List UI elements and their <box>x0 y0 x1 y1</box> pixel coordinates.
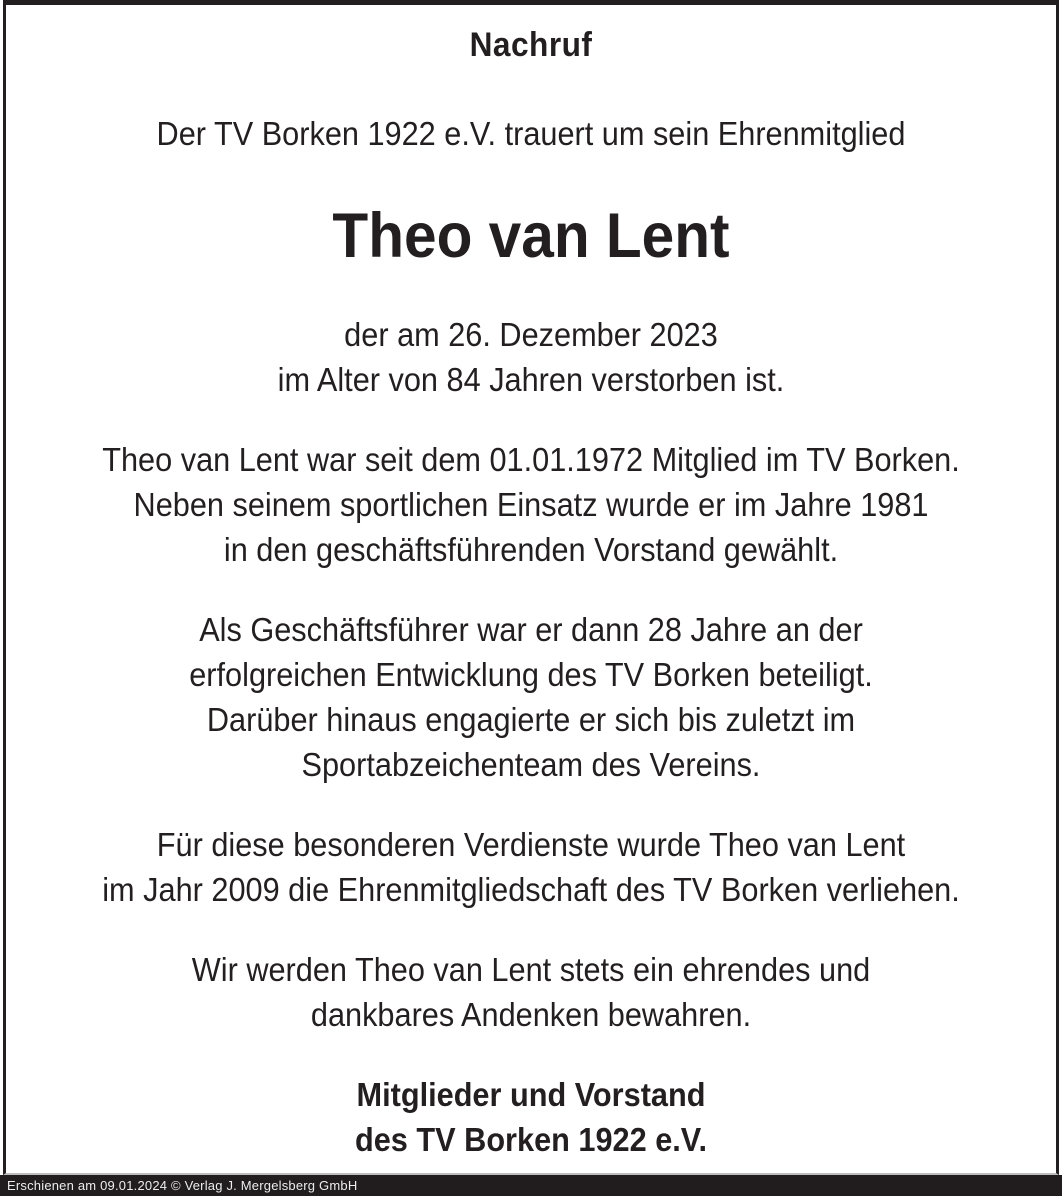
text-line: erfolgreichen Entwicklung des TV Borken beteiligt. <box>189 656 873 693</box>
signature-block <box>43 1072 1020 1162</box>
signature-line: Mitglieder und Vorstand <box>356 1076 706 1113</box>
signature-line: des TV Borken 1922 e.V. <box>354 1121 708 1158</box>
text-line: der am 26. Dezember 2023 <box>344 316 718 353</box>
intro-line: Der TV Borken 1922 e.V. trauert um sein Ehrenmitglied <box>156 115 906 152</box>
text-line: Neben seinem sportlichen Einsatz wurde er im Jahre 1981 <box>133 486 929 523</box>
text-line: im Jahr 2009 die Ehrenmitgliedschaft des TV Borken verliehen. <box>102 871 960 908</box>
text-line: im Alter von 84 Jahren verstorben ist. <box>277 361 785 398</box>
text-line: Für diese besonderen Verdienste wurde Theo van Lent <box>156 826 906 863</box>
text-line: Sportabzeichenteam des Vereins. <box>301 746 761 783</box>
paragraph-death-date <box>43 312 1020 402</box>
publisher-bar <box>0 1175 1062 1196</box>
text-line: Als Geschäftsführer war er dann 28 Jahre an der <box>199 611 863 648</box>
deceased-name: Theo van Lent <box>332 201 730 271</box>
text-line: Theo van Lent war seit dem 01.01.1972 Mitglied im TV Borken. <box>102 441 960 478</box>
text-line: Darüber hinaus engagierte er sich bis zuletzt im <box>206 701 856 738</box>
text-line: Wir werden Theo van Lent stets ein ehrendes und <box>191 951 871 988</box>
notice-content <box>43 5 1020 1162</box>
text-line: in den geschäftsführenden Vorstand gewählt. <box>223 531 839 568</box>
text-line: dankbares Andenken bewahren. <box>310 996 752 1033</box>
paragraph-remembrance <box>43 947 1020 1037</box>
paragraph-career <box>43 607 1020 787</box>
paragraph-honorary-membership <box>43 822 1020 912</box>
paragraph-membership <box>43 437 1020 572</box>
notice-title: Nachruf <box>469 26 593 64</box>
publisher-credit: Erschienen am 09.01.2024 © Verlag J. Mergelsberg GmbH <box>7 1178 358 1193</box>
